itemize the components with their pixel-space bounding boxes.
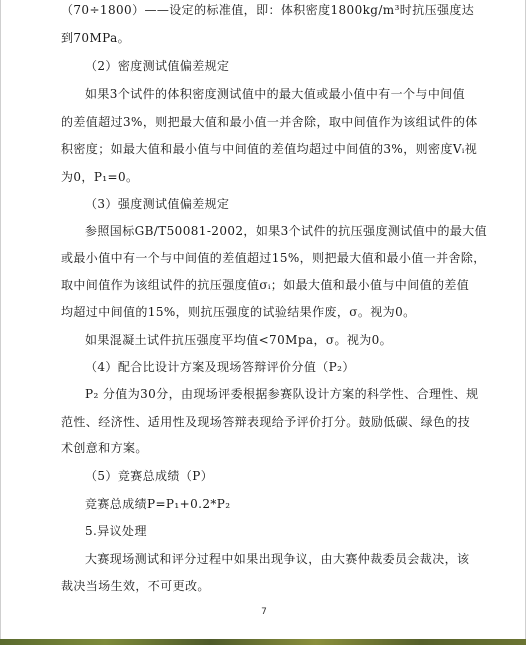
text-line: P₂ 分值为30分，由现场评委根据参赛队设计方案的科学性、合理性、规 <box>85 387 479 401</box>
text-line: （70÷1800）——设定的标准值，即：体积密度1800kg/m³时抗压强度达 <box>61 3 475 17</box>
text-line: 到70MPa。 <box>61 31 131 45</box>
section-heading: （4）配合比设计方案及现场答辩评价分值（P₂） <box>85 360 355 374</box>
section-heading: （5）竞赛总成绩（P） <box>85 469 214 483</box>
text-line: 或最小值中有一个与中间值的差值超过15%，则把最大值和最小值一并舍除， <box>61 251 486 265</box>
text-line: 裁决当场生效，不可更改。 <box>61 579 210 593</box>
text-line: 如果混凝土试件抗压强度平均值<70Mpa，σ。视为0。 <box>85 333 393 347</box>
section-heading: （3）强度测试值偏差规定 <box>85 197 230 211</box>
text-line: 的差值超过3%，则把最大值和最小值一并舍除，取中间值作为该组试件的体 <box>61 115 478 129</box>
desk-background <box>0 639 526 645</box>
text-line: 范性、经济性、适用性及现场答辩表现给予评价打分。鼓励低碳、绿色的技 <box>61 415 471 429</box>
text-line: 术创意和方案。 <box>61 441 148 455</box>
section-heading: 5.异议处理 <box>85 524 147 538</box>
text-line: 积密度；如最大值和最小值与中间值的差值均超过中间值的3%，则密度Vᵢ视 <box>61 142 478 156</box>
text-line: 取中间值作为该组试件的抗压强度值σᵢ；如最大值和最小值与中间值的差值 <box>61 278 470 292</box>
text-line: 为0，P₁=0。 <box>61 170 139 184</box>
text-line: 均超过中间值的15%，则抗压强度的试验结果作废，σ。视为0。 <box>61 305 416 319</box>
text-line: 参照国标GB/T50081-2002，如果3个试件的抗压强度测试值中的最大值 <box>85 224 488 238</box>
text-line: 如果3个试件的体积密度测试值中的最大值或最小值中有一个与中间值 <box>85 87 466 101</box>
page-number: 7 <box>261 607 267 617</box>
section-heading: （2）密度测试值偏差规定 <box>85 59 230 73</box>
formula-line: 竞赛总成绩P=P₁+0.2*P₂ <box>85 497 231 511</box>
text-line: 大赛现场测试和评分过程中如果出现争议，由大赛仲裁委员会裁决，该 <box>85 552 470 566</box>
